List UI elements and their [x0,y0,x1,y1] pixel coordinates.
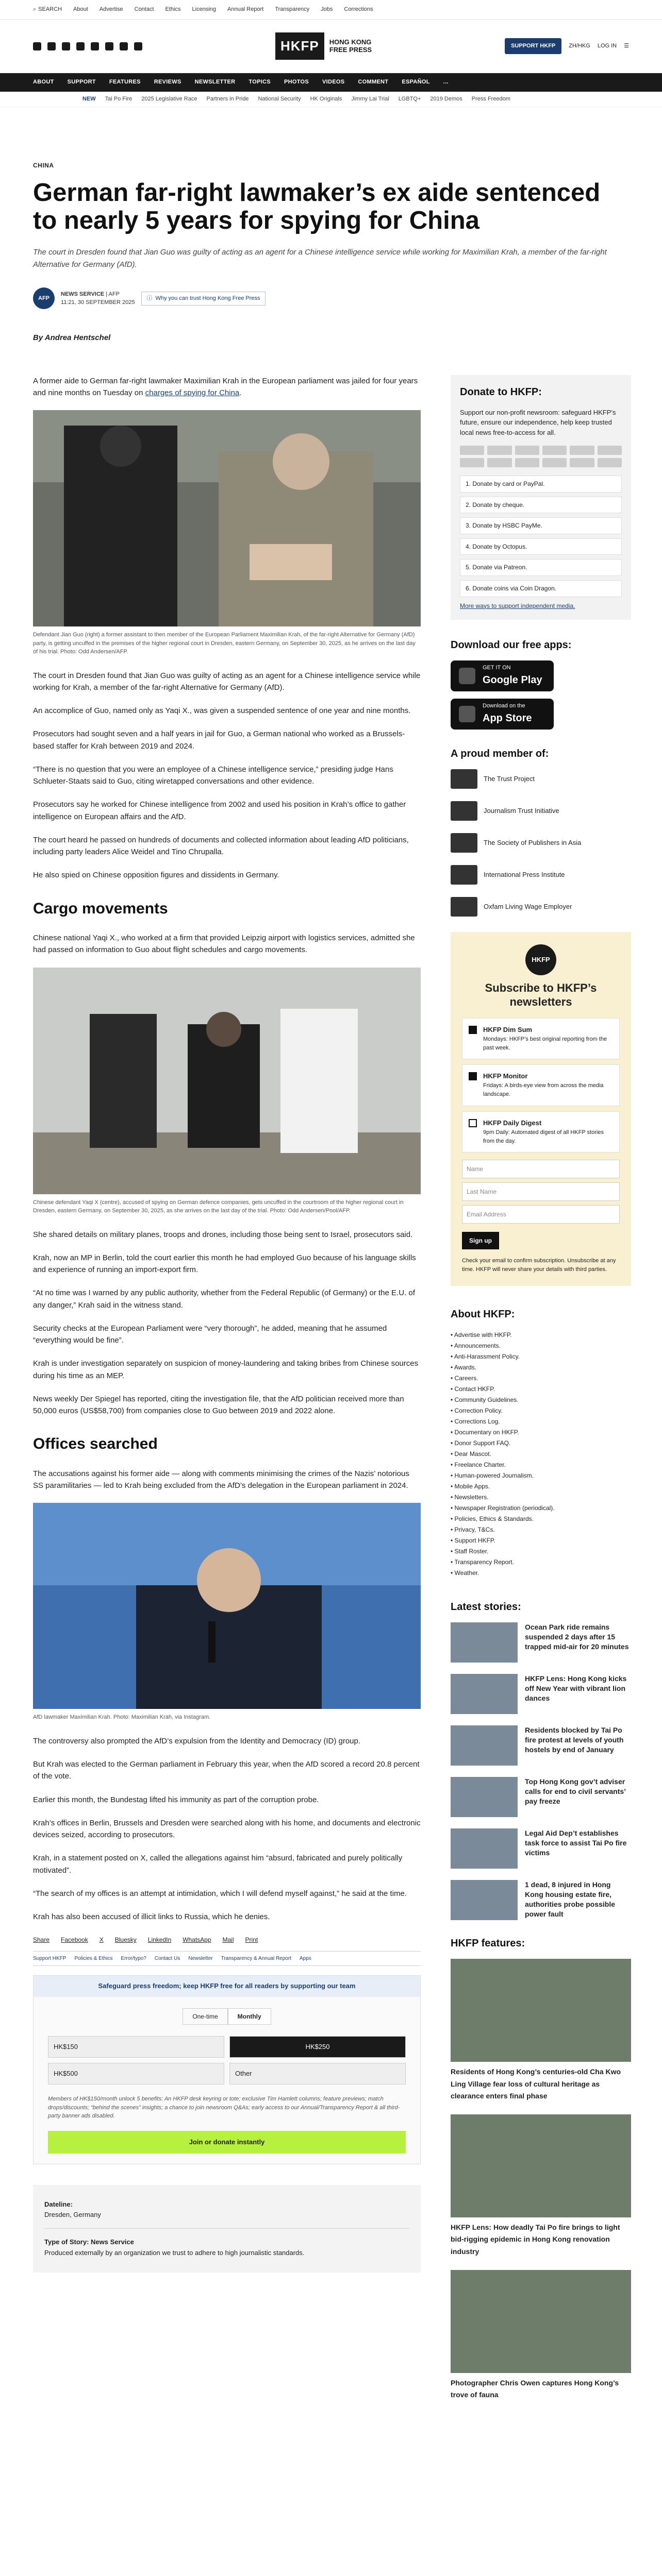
paragraph: “The search of my offices is an attempt at intimidation, which I will defend myself against,” he said at the time. [33,1889,407,1898]
paragraph: Krah’s offices in Berlin, Brussels and Dresden were searched along with his home, and documents and electronic devices seized, according to prosecutors. [33,1818,421,1840]
about-link-label: Human-powered Journalism. [454,1472,534,1480]
app-store-button[interactable]: Download on the App Store [451,699,554,730]
about-link-label: Advertise with HKFP. [454,1331,512,1339]
feature-story[interactable] [451,2114,631,2258]
about-link[interactable] [451,1427,631,1438]
bullet: • [451,1364,454,1371]
youtube-icon[interactable] [76,42,85,50]
member-logo-icon [451,897,477,917]
member-org[interactable] [451,833,631,853]
newsletter-desc: Fridays: A birds-eye view from across the media landscape. [483,1082,604,1098]
about-link-label: Dear Mascot. [454,1450,491,1458]
monthly-toggle[interactable]: Monthly [228,2008,271,2025]
article-title: German far-right lawmaker’s ex aide sentenced to nearly 5 years for spying for China [33,178,601,235]
about-link[interactable] [451,1405,631,1416]
sign-up-button[interactable]: Sign up [462,1232,499,1250]
trending-nav [0,92,662,107]
payment-method-link[interactable]: 4. Donate by Octopus. [460,538,622,555]
dateline-box [33,2185,421,2273]
nav-item-2[interactable]: FEATURES [109,79,141,86]
figure-3 [33,1503,421,1722]
bullet: • [451,1407,455,1415]
feature-thumbnail[interactable] [451,1959,631,2062]
share-link-7[interactable]: Print [245,1936,258,1944]
payment-method-link[interactable]: 5. Donate via Patreon. [460,559,622,576]
afp-logo: AFP [33,287,55,309]
member-org[interactable] [451,897,631,917]
newsletter-option[interactable] [462,1064,620,1106]
social-links [33,42,142,50]
trust-link[interactable]: ⓘ Why you can trust Hong Kong Free Press [141,292,266,306]
payment-method-link[interactable]: 6. Donate coins via Coin Dragon. [460,580,622,597]
paragraph: Prosecutors had sought seven and a half years in jail for Guo, a German national who worked as a Brussels-based staffer for Krah between 2019 and 2024. [33,730,405,751]
newsletter-signup [451,932,631,1286]
about-link[interactable] [451,1568,631,1579]
sidebar-heading: HKFP features: [451,1938,525,1950]
share-link-6[interactable]: Mail [222,1936,234,1944]
feature-story[interactable] [451,1959,631,2102]
paragraph: Krah, in a statement posted on X, called the allegations against him “absurd, fabricated and purely politically motivated”. [33,1854,403,1875]
trending-item-6[interactable]: LGBTQ+ [398,95,421,102]
paragraph: The court heard he passed on hundreds of documents and collected information about leading AfD politicians, including party leaders Alice Weidel and Tino Chrupalla. [33,835,409,857]
latest-story[interactable] [451,1622,631,1663]
first-name-input[interactable]: Name [462,1160,620,1178]
story-title[interactable]: Legal Aid Dep’t establishes task force to assist Tai Po fire victims [525,1829,627,1857]
share-link-2[interactable]: X [99,1936,104,1944]
story-type-value: Produced externally by an organization we trust to adhere to high journalistic standards. [44,2248,305,2257]
menu-icon[interactable]: ☰ [624,42,629,49]
paragraph: Prosecutors say he worked for Chinese intelligence from 2002 and used his position in Krah’s office to gather intelligence on European affairs and the AfD. [33,800,406,821]
about-link-label: Awards. [454,1364,477,1371]
support-link-1[interactable]: Policies & Ethics [74,1955,113,1961]
member-org[interactable] [451,801,631,821]
site-logo[interactable] [275,32,372,59]
trending-item-4[interactable]: HK Originals [310,95,342,102]
bullet: • [451,1450,455,1458]
photo-court-yaqi[interactable] [33,968,421,1194]
newsletter-desc: 9pm Daily: Automated digest of all HKFP stories from the day. [483,1129,604,1144]
source-name[interactable]: AFP [108,291,120,297]
feature-thumbnail[interactable] [451,2114,631,2217]
bullet: • [451,1515,455,1523]
bullet: • [451,1418,455,1426]
newsletter-option[interactable] [462,1111,620,1153]
annual-report-link[interactable]: Annual Report [227,6,264,12]
join-donate-button[interactable]: Join or donate instantly [48,2131,406,2154]
paragraph: “At no time was I warned by any public authority, whether from the Federal Republic (of Germany) or the E.U. of any danger,” Krah said in the witness stand. [33,1289,415,1310]
support-link-2[interactable]: Error/typo? [121,1955,146,1961]
newsletter-checkbox[interactable] [469,1119,477,1127]
donate-amount-option[interactable]: HK$250 [229,2036,406,2058]
feature-title[interactable]: HKFP Lens: How deadly Tai Po fire brings to light bid-rigging epidemic in Hong Kong renovation industry [451,2223,620,2256]
member-org[interactable] [451,769,631,789]
article-date: 11:21, 30 SEPTEMBER 2025 [61,299,135,306]
sidebar-heading: Download our free apps: [451,639,572,651]
newsletter-title: Subscribe to HKFP’s newsletters [485,981,597,1008]
paragraph: Krah has also been accused of illicit links to Russia, which he denies. [33,1912,270,1922]
newsletter-checkbox[interactable] [469,1026,477,1034]
section-heading: Offices searched [33,1435,158,1453]
paragraph: Earlier this month, the Bundestag lifted his immunity as part of the corruption probe. [33,1795,319,1804]
about-link-label: Contact HKFP. [454,1385,495,1393]
paragraph: An accomplice of Guo, named only as Yaqi X., was given a suspended sentence of one year and nine months. [33,706,411,716]
about-link[interactable] [451,1449,631,1460]
photo-court-guo[interactable] [33,410,421,626]
nav-item-6[interactable]: PHOTOS [284,79,309,86]
paragraph: The controversy also prompted the AfD’s expulsion from the Identity and Democracy (ID) group. [33,1736,361,1745]
story-thumbnail[interactable] [451,1725,518,1766]
support-hkfp-button[interactable]: SUPPORT HKFP [505,38,561,54]
masthead [0,20,662,73]
bullet: • [451,1483,455,1490]
photo-caption: AfD lawmaker Maximilian Krah. Photo: Maximilian Krah, via Instagram. [33,1714,211,1721]
about-link[interactable] [451,1481,631,1492]
story-title[interactable]: Ocean Park ride remains suspended 2 days after 15 trapped mid-air for 20 minutes [525,1623,629,1651]
sidebar-heading: Donate to HKFP: [460,386,542,398]
bullet: • [451,1396,455,1404]
bullet: • [451,1439,455,1447]
trending-item-0[interactable]: Tai Po Fire [105,95,133,102]
bullet: • [451,1526,455,1534]
member-logo-icon [451,801,477,821]
bullet: • [451,1558,455,1566]
new-badge: NEW [82,95,96,102]
share-link-1[interactable]: Facebook [61,1936,88,1944]
feature-title[interactable]: Residents of Hong Kong’s centuries-old Cha Kwo Ling Village fear loss of cultural heritage as clearance enters final phase [451,2067,621,2100]
sidebar-heading: A proud member of: [451,748,549,760]
story-thumbnail[interactable] [451,1622,518,1663]
nav-item-0[interactable]: ABOUT [33,79,54,86]
photo-illustration [33,968,421,1194]
member-name: The Society of Publishers in Asia [484,839,582,847]
about-link[interactable] [451,1416,631,1427]
byline-meta: NEWS SERVICE | AFP 11:21, 30 SEPTEMBER 2025 [61,291,135,306]
paypal-icon [542,446,567,455]
nav-item-5[interactable]: TOPICS [249,79,271,86]
payment-method-link[interactable]: 1. Donate by card or PayPal. [460,476,622,493]
paragraph: Security checks at the European Parliament were “very thorough”, he added, meaning that he assumed “everything would be fine”. [33,1324,387,1345]
about-link[interactable] [451,1351,631,1362]
story-title[interactable]: Residents blocked by Tai Po fire protest at levels of youth hostels by end of January [525,1726,624,1754]
newsletter-checkbox[interactable] [469,1072,477,1080]
photo-caption: Defendant Jian Guo (right) a former assistant to then member of the European Parliament Maximilian Krah, of the far-right Alternative for Germany (AfD) party, is getting uncuffed in the premises of the higher regional court in Dresden, eastern Germany, on September 30, 2025, as he arrives on the last day of his trial. Photo: Odd Andersen/AFP. [33,632,416,655]
member-name: Oxfam Living Wage Employer [484,903,572,911]
trending-item-2[interactable]: Partners in Pride [206,95,249,102]
corrections-link[interactable]: Corrections [344,6,373,12]
trending-item-5[interactable]: Jimmy Lai Trial [351,95,389,102]
about-link[interactable] [451,1438,631,1449]
bullet: • [451,1342,454,1350]
bullet: • [451,1429,455,1436]
about-link-label: Careers. [454,1375,478,1382]
about-link-label: Corrections Log. [454,1418,500,1426]
support-link-6[interactable]: Apps [299,1955,311,1961]
nav-item-4[interactable]: NEWSLETTER [194,79,236,86]
alipay-icon [515,458,539,467]
visa-icon [487,446,511,455]
story-title[interactable]: Top Hong Kong gov’t adviser calls for end to civil servants’ pay freeze [525,1777,626,1806]
payme-icon [570,446,594,455]
story-title[interactable]: 1 dead, 8 injured in Hong Kong housing estate fire, authorities probe possible power fault [525,1880,616,1918]
about-link-label: Weather. [454,1569,479,1577]
nav-item-10[interactable]: ... [443,79,449,86]
article-excerpt: The court in Dresden found that Jian Guo was guilty of acting as an agent for a Chinese intelligence service while working for Maximilian Krah, a member of the far-right Alternative for Germany (AfD). [33,248,607,269]
info-icon: ⓘ [146,295,153,301]
about-link[interactable]: About [73,6,88,12]
member-name: Journalism Trust Initiative [484,807,559,815]
share-link-4[interactable]: LinkedIn [147,1936,172,1944]
spying-charges-link[interactable]: charges of spying for China [145,388,240,397]
member-logo-icon [451,769,477,789]
nav-item-7[interactable]: VIDEOS [322,79,345,86]
support-links [33,1951,421,1967]
support-link-3[interactable]: Contact Us [154,1955,180,1961]
latest-story[interactable] [451,1674,631,1714]
story-title[interactable]: HKFP Lens: Hong Kong kicks off New Year with vibrant lion dances [525,1674,627,1703]
trending-item-3[interactable]: National Security [258,95,301,102]
linkedin-icon[interactable] [105,42,113,50]
payment-icons [460,446,622,467]
feature-title[interactable]: Photographer Chris Owen captures Hong Kong’s trove of fauna [451,2378,619,2399]
newsletter-name: HKFP Monitor [483,1072,528,1080]
bullet: • [451,1537,455,1545]
photo-illustration [33,410,421,626]
bullet: • [451,1548,455,1555]
story-thumbnail[interactable] [451,1828,518,1869]
dateline-value: Dresden, Germany [44,2211,101,2219]
about-link-label: Support HKFP. [454,1537,495,1545]
latest-story[interactable] [451,1777,631,1817]
about-link-label: Anti-Harassment Policy. [454,1353,520,1361]
donate-amount-option[interactable]: Other [229,2063,406,2084]
sidebar [451,375,631,2414]
google-play-icon [459,668,475,684]
about-link-label: Community Guidelines. [454,1396,519,1404]
x-icon[interactable] [33,42,41,50]
jobs-link[interactable]: Jobs [321,6,333,12]
bullet: • [451,1461,455,1469]
threads-icon[interactable] [91,42,99,50]
about-link-label: Announcements. [454,1342,501,1350]
feature-story[interactable] [451,2270,631,2401]
apple-icon [459,706,475,722]
donate-widget [33,1975,421,2164]
share-link-5[interactable]: WhatsApp [183,1936,211,1944]
advertise-link[interactable]: Advertise [99,6,123,12]
donate-amount-option[interactable]: HK$150 [48,2036,224,2058]
rss-icon[interactable] [134,42,142,50]
licensing-link[interactable]: Licensing [192,6,216,12]
member-logo-icon [451,865,477,885]
email-input[interactable]: Email Address [462,1205,620,1224]
one-time-toggle[interactable]: One-time [183,2008,227,2025]
about-link-label: Documentary on HKFP. [454,1429,519,1436]
membership-perks: Members of HK$150/month unlock 5 benefits: An HKFP desk keyring or tote; exclusive Tim Hamlett columns; feature previews; match drops/discounts; “behind the scenes” insights; a chance to join newsroom Q&As; early access to our Annual/Transparency Report & all third-party banner ads disabled. [48,2096,400,2120]
nav-item-8[interactable]: COMMENT [358,79,389,86]
support-link-4[interactable]: Newsletter [188,1955,213,1961]
member-org[interactable] [451,865,631,885]
newsletter-option[interactable] [462,1018,620,1059]
transparency-link[interactable]: Transparency [275,6,310,12]
about-link[interactable] [451,1341,631,1351]
latest-story[interactable] [451,1880,631,1920]
newsletter-fineprint: Check your email to confirm subscription. Unsubscribe at any time. HKFP will never share your details with third parties. [462,1258,616,1273]
photo-illustration [33,1503,421,1709]
about-link-label: Policies, Ethics & Standards. [454,1515,534,1523]
bullet: • [451,1569,455,1577]
paragraph: He also spied on Chinese opposition figures and dissidents in Germany. [33,871,279,880]
article-body [33,375,421,2414]
paragraph: A former aide to German far-right lawmaker Maximilian Krah in the European parliament was jailed for four years and nine months on Tuesday on charges of spying for China. [33,376,418,397]
donate-text: Support our non-profit newsroom: safeguard HKFP’s future, ensure our independence, help keep trusted local news free-to-access for all. [460,408,616,436]
newsletter-name: HKFP Daily Digest [483,1118,542,1127]
nav-item-3[interactable]: REVIEWS [154,79,181,86]
figure-2 [33,968,421,1215]
amex-icon [515,446,539,455]
about-link[interactable] [451,1535,631,1546]
member-logo-icon [451,833,477,853]
about-link[interactable] [451,1524,631,1535]
paragraph: But Krah was elected to the German parliament in February this year, when the AfD scored a record 20.8 percent of the vote. [33,1760,420,1781]
fps-icon [487,458,511,467]
donate-amount-option[interactable]: HK$500 [48,2063,224,2084]
share-link-3[interactable]: Bluesky [114,1936,137,1944]
trending-item-8[interactable]: Press Freedom [471,95,510,102]
paragraph: Krah, now an MP in Berlin, told the court earlier this month he had employed Guo because of his language skills and experience of running an import-export firm. [33,1253,416,1275]
bullet: • [451,1494,455,1501]
feature-thumbnail[interactable] [451,2270,631,2373]
about-link[interactable] [451,1384,631,1395]
more-ways-link[interactable]: More ways to support independent media. [460,602,575,609]
about-link-label: Privacy, T&Cs. [454,1526,495,1534]
about-link[interactable] [451,1373,631,1384]
section-heading: Cargo movements [33,900,168,917]
google-play-button[interactable]: GET IT ON Google Play [451,660,554,691]
bullet: • [451,1375,455,1382]
bullet: • [451,1504,455,1512]
search-link[interactable]: ⌕ SEARCH [33,5,62,14]
story-thumbnail[interactable] [451,1777,518,1817]
paragraph: She shared details on military planes, troops and drones, including those being sent to Israel, prosecutors said. [33,1230,413,1239]
member-name: International Press Institute [484,871,565,879]
about-link-label: Staff Roster. [454,1548,489,1555]
figure-1 [33,410,421,656]
share-link-0[interactable]: Share [33,1936,50,1944]
story-thumbnail[interactable] [451,1880,518,1920]
story-thumbnail[interactable] [451,1674,518,1714]
paragraph: The court in Dresden found that Jian Guo was guilty of acting as an agent for a Chinese intelligence service while working for Krah, a member of the far-right Alternative for Germany (AfD). [33,671,421,692]
ethics-link[interactable]: Ethics [165,6,181,12]
paragraph: The accusations against his former aide — along with comments minimising the crimes of the Nazis’ notorious SS paramilitaries — led to Krah being excluded from the AfD’s delegation in the European parliament in 2024. [33,1469,409,1490]
photo-krah[interactable] [33,1503,421,1709]
author-byline: By Andrea Hentschel [33,333,111,343]
about-link[interactable] [451,1362,631,1373]
last-name-input[interactable]: Last Name [462,1182,620,1201]
facebook-icon[interactable] [47,42,56,50]
nav-item-9[interactable]: ESPAÑOL [402,79,430,86]
about-link-label: Mobile Apps. [454,1483,490,1490]
donate-box [451,375,631,620]
trending-item-7[interactable]: 2019 Demos [430,95,462,102]
about-link-label: Correction Policy. [454,1407,503,1415]
latest-story[interactable] [451,1828,631,1869]
logo-name: HONG KONG FREE PRESS [329,38,372,54]
language-switch[interactable]: ZH/HKG [569,42,590,49]
contact-link[interactable]: Contact [134,6,154,12]
payment-method-link[interactable]: 2. Donate by cheque. [460,497,622,514]
log-in-link[interactable]: LOG IN [597,42,617,49]
about-link[interactable] [451,1330,631,1341]
dateline-label: Dateline: [44,2200,73,2209]
article-category[interactable]: CHINA [33,162,54,169]
unionpay-icon [460,458,484,467]
payment-method-link[interactable]: 3. Donate by HSBC PayMe. [460,517,622,534]
top-utility-bar [0,0,662,20]
newsletter-name: HKFP Dim Sum [483,1026,533,1034]
sidebar-heading: About HKFP: [451,1309,515,1320]
bullet: • [451,1353,454,1361]
apple-pay-icon [598,458,622,467]
member-name: The Trust Project [484,775,535,783]
google-pay-icon [570,458,594,467]
share-bar [33,1935,421,1945]
bullet: • [451,1472,455,1480]
about-link-label: Freelance Charter. [454,1461,506,1469]
about-link[interactable] [451,1460,631,1470]
about-link[interactable] [451,1395,631,1405]
newsletter-badge: HKFP [525,944,556,975]
about-link-label: Newsletters. [454,1494,489,1501]
source-label: NEWS SERVICE [61,291,105,297]
newsletter-desc: Mondays: HKFP’s best original reporting from the past week. [483,1036,607,1052]
logo-mark: HKFP [275,32,324,59]
bullet: • [451,1385,455,1393]
about-link[interactable] [451,1470,631,1481]
latest-story[interactable] [451,1725,631,1766]
trending-item-1[interactable]: 2025 Legislative Race [141,95,197,102]
support-link-5[interactable]: Transparency & Annual Report [221,1955,291,1961]
wechat-pay-icon [542,458,567,467]
about-link-label: Newspaper Registration (periodical). [454,1504,555,1512]
search-icon: ⌕ [33,6,37,12]
paragraph: “There is no question that you were an employee of a Chinese intelligence service,” presiding judge Hans Schlueter-Staats said to Guo, citing wiretapped conversations and other evidence. [33,765,393,786]
donate-heading: Safeguard press freedom; keep HKFP free for all readers by supporting our team [34,1976,420,1996]
about-link[interactable] [451,1557,631,1568]
telegram-icon[interactable] [120,42,128,50]
about-link[interactable] [451,1503,631,1514]
bullet: • [451,1331,454,1339]
instagram-icon[interactable] [62,42,70,50]
mastercard-icon [460,446,484,455]
photo-caption: Chinese defendant Yaqi X (centre), accused of spying on German defence companies, gets uncuffed in the courtroom of the higher regional court in Dresden, eastern Germany, on September 30, 2025, as she arrives on the last day of the trial. Photo: Odd Andersen/Pool/AFP. [33,1199,404,1214]
support-link-0[interactable]: Support HKFP [33,1955,67,1961]
paragraph: Krah is under investigation separately on suspicion of money-laundering and taking bribes from Chinese sources during his time as an MEP. [33,1359,419,1380]
story-type-label: Type of Story: News Service [44,2238,134,2246]
about-link[interactable] [451,1492,631,1503]
paragraph: Chinese national Yaqi X., who worked at a firm that provided Leipzig airport with logistics services, admitted she had passed on information to Guo about flight schedules and cargo movements. [33,934,415,955]
about-link-label: Donor Support FAQ. [454,1439,511,1447]
about-link[interactable] [451,1514,631,1524]
sidebar-heading: Latest stories: [451,1601,521,1613]
about-link-label: Transparency Report. [454,1558,514,1566]
paragraph: News weekly Der Spiegel has reported, citing the investigation file, that the AfD politician received more than 50,000 euros (US$58,700) from companies close to Guo between 2019 and 2022 alone. [33,1394,404,1416]
nav-item-1[interactable]: SUPPORT [67,79,96,86]
octopus-icon [598,446,622,455]
main-nav [0,73,662,92]
about-link[interactable] [451,1546,631,1557]
